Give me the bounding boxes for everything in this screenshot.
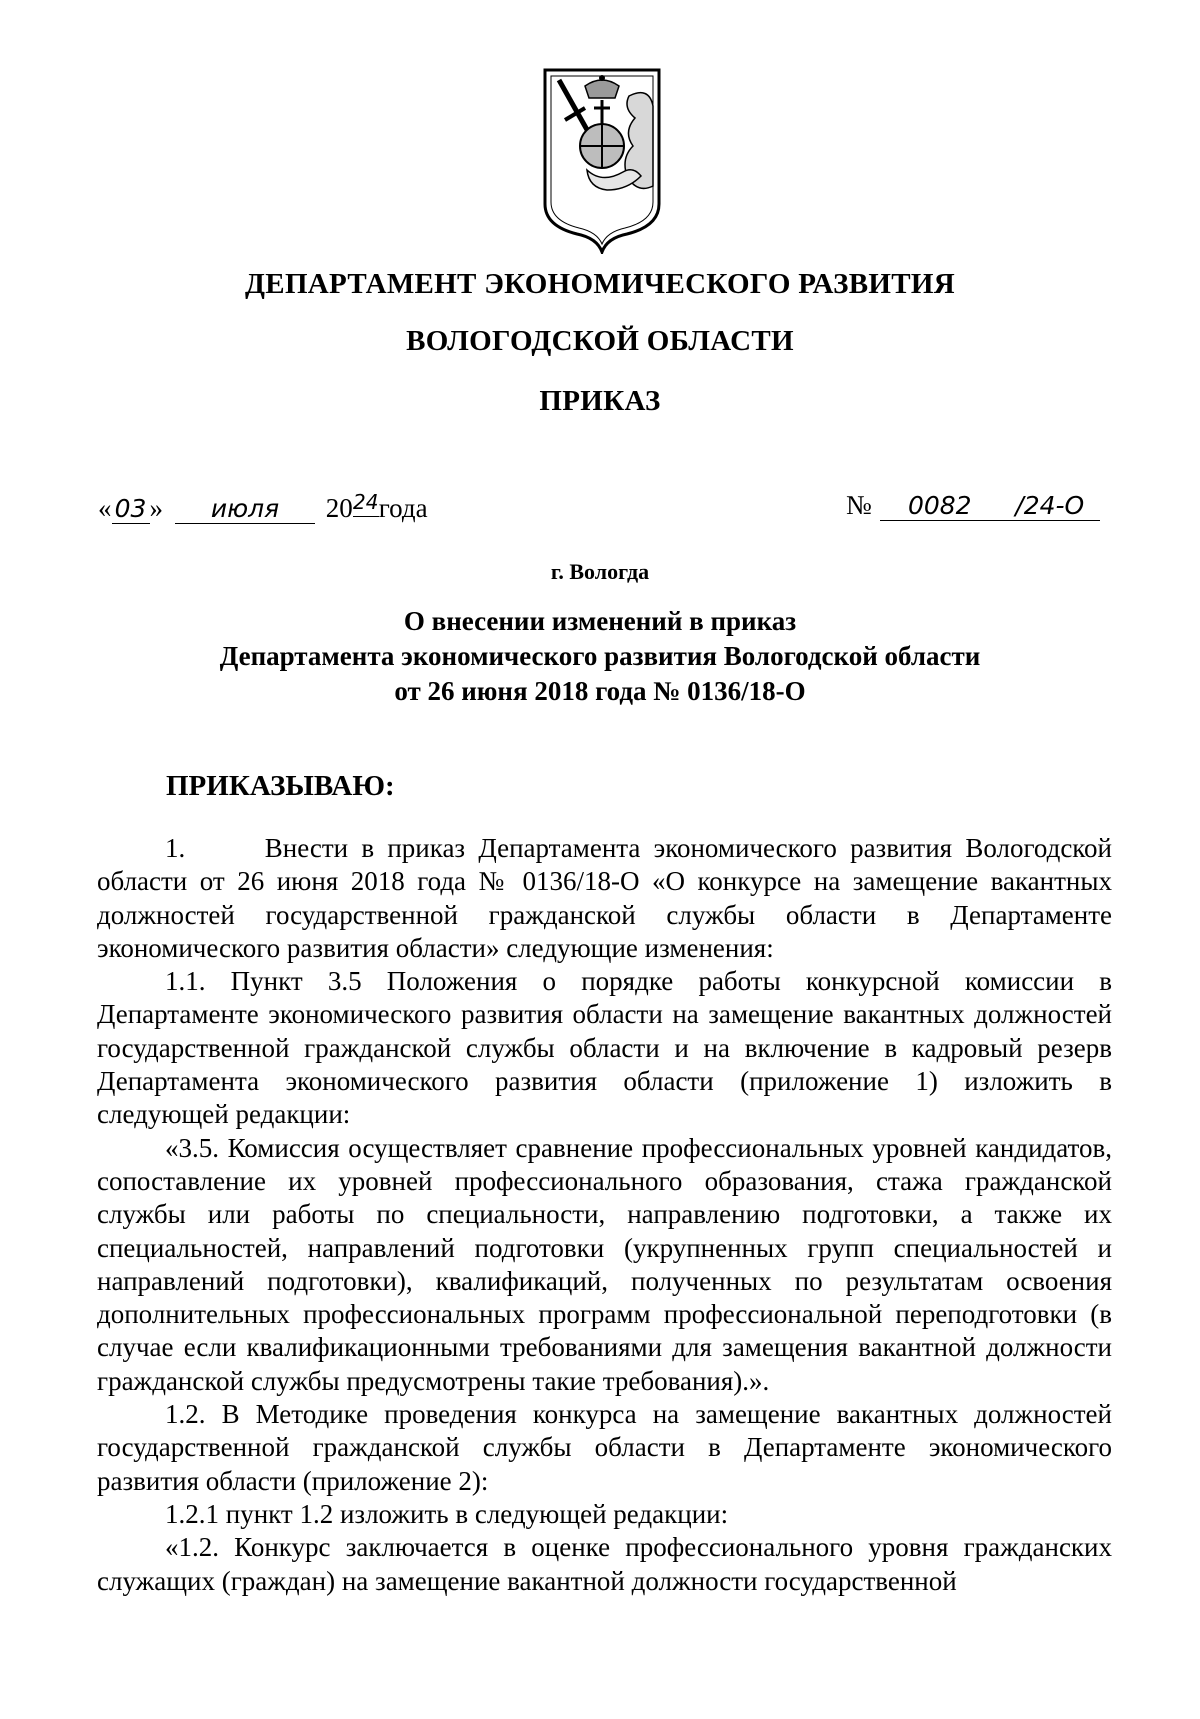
date-close-quote: »: [149, 493, 163, 523]
order-word: ПРИКАЗЫВАЮ:: [166, 770, 395, 802]
document-type: ПРИКАЗ: [539, 385, 661, 417]
date-month-handwritten: июля: [175, 495, 315, 524]
header-department-line2: ВОЛОГОДСКОЙ ОБЛАСТИ: [406, 325, 794, 357]
number-part1-handwritten: 0082: [880, 492, 1000, 521]
title-line1: О внесении изменений в приказ: [403, 606, 797, 636]
date-year-handwritten: 24: [353, 488, 379, 517]
document-number: [846, 488, 1100, 522]
document-body: [97, 832, 1112, 1598]
date-year-prefix: 20: [325, 493, 353, 523]
number-sign: №: [846, 490, 872, 520]
number-part2-handwritten: /24-О: [1000, 492, 1100, 521]
paragraph-1-1: 1.1. Пункт 3.5 Положения о порядке работы конкурсной комиссии в Департаменте экономического развития области на замещение вакантных должностей государственной гражданской службы области и на включение в кадровый резерв Департамента экономического развития области (приложение 1) изложить в следующей редакции:: [97, 966, 1112, 1130]
title-line3: от 26 июня 2018 года № 0136/18-О: [394, 676, 806, 706]
city-name: г. Вологда: [550, 559, 650, 584]
document-date: [98, 488, 428, 525]
paragraph-1: 1. Внести в приказ Департамента экономического развития Вологодской области от 26 июня 2018 года № 0136/18-О «О конкурсе на замещение вакантных должностей государственной гражданской службы области в Департаменте экономического развития области» следующие изменения:: [97, 833, 1112, 963]
vologda-coat-of-arms-icon: [537, 66, 667, 254]
date-open-quote: «: [98, 493, 112, 523]
date-word: года: [378, 493, 428, 523]
paragraph-3-5-quote: «3.5. Комиссия осуществляет сравнение профессиональных уровней кандидатов, сопоставление их уровней профессионального образования, стажа гражданской службы или работы по специальности, направлению подготовки, а также их специальностей, направлений подготовки (укрупненных групп специальностей и направлений подготовки), квалификаций, полученных по результатам освоения дополнительных профессиональных программ профессиональной переподготовки (в случае если квалификационными требованиями для замещения вакантной должности гражданской службы предусмотрены такие требования).».: [97, 1132, 1112, 1396]
paragraph-1-2: 1.2. В Методике проведения конкурса на замещение вакантных должностей государственной гражданской службы области в Департаменте экономического развития области (приложение 2):: [97, 1399, 1112, 1496]
date-day-handwritten: 03: [112, 495, 150, 524]
paragraph-1-2-1: 1.2.1 пункт 1.2 изложить в следующей редакции:: [165, 1498, 729, 1529]
document-title: [0, 604, 1200, 709]
paragraph-1-2-quote: «1.2. Конкурс заключается в оценке профессионального уровня гражданских служащих (граждан) на замещение вакантной должности государственной: [97, 1532, 1112, 1596]
title-line2: Департамента экономического развития Вологодской области: [219, 641, 981, 671]
header-department-line1: ДЕПАРТАМЕНТ ЭКОНОМИЧЕСКОГО РАЗВИТИЯ: [245, 268, 955, 300]
